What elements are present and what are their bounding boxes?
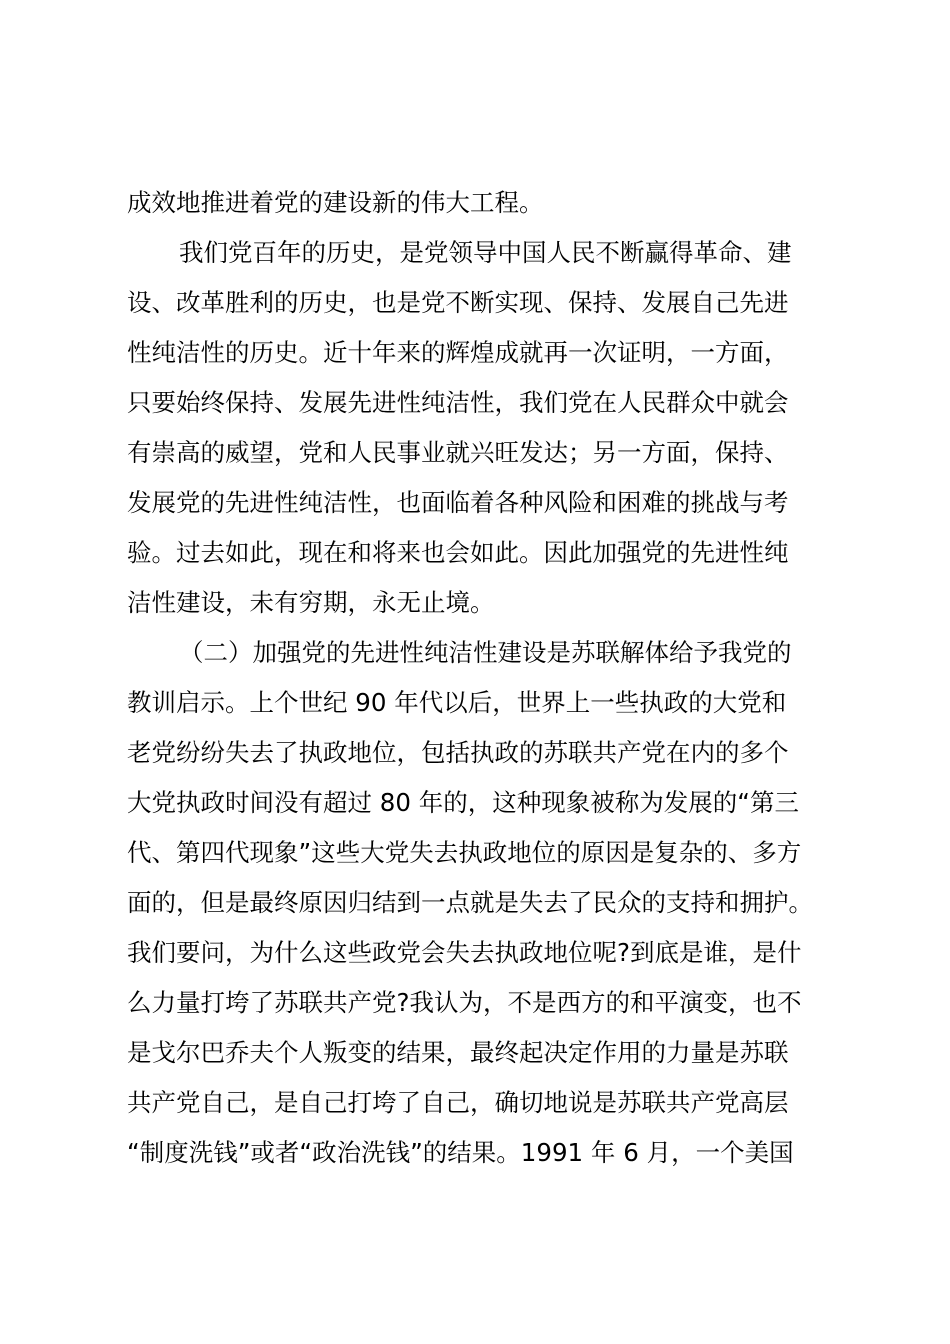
text-line: 洁性建设，未有穷期，永无止境。 (127, 588, 495, 617)
text-line: 么力量打垮了苏联共产党?我认为，不是西方的和平演变，也不 (127, 988, 802, 1017)
text-line: 发展党的先进性纯洁性，也面临着各种风险和困难的挑战与考 (127, 488, 789, 517)
paragraph-start-line: 我们党百年的历史，是党领导中国人民不断赢得革命、建 (179, 238, 792, 267)
text-line: “制度洗钱”或者“政治洗钱”的结果。1991 年 6 月，一个美国 (127, 1138, 794, 1167)
section-heading-line: （二）加强党的先进性纯洁性建设是苏联解体给予我党的 (179, 638, 792, 667)
text-line: 代、第四代现象”这些大党失去执政地位的原因是复杂的、多方 (127, 838, 802, 867)
text-line: 教训启示。上个世纪 90 年代以后，世界上一些执政的大党和 (127, 688, 787, 717)
text-line: 老党纷纷失去了执政地位，包括执政的苏联共产党在内的多个 (127, 738, 789, 767)
text-line: 大党执政时间没有超过 80 年的，这种现象被称为发展的“第三 (127, 788, 799, 817)
text-line: 我们要问，为什么这些政党会失去执政地位呢?到底是谁，是什 (127, 938, 802, 967)
text-line: 设、改革胜利的历史，也是党不断实现、保持、发展自己先进 (127, 288, 789, 317)
text-line: 是戈尔巴乔夫个人叛变的结果，最终起决定作用的力量是苏联 (127, 1038, 789, 1067)
text-line: 性纯洁性的历史。近十年来的辉煌成就再一次证明，一方面， (127, 338, 789, 367)
text-line: 共产党自己，是自己打垮了自己，确切地说是苏联共产党高层 (127, 1088, 789, 1117)
text-line: 只要始终保持、发展先进性纯洁性，我们党在人民群众中就会 (127, 388, 789, 417)
text-line: 面的，但是最终原因归结到一点就是失去了民众的支持和拥护。 (127, 888, 813, 917)
text-line: 成效地推进着党的建设新的伟大工程。 (127, 188, 544, 217)
text-line: 验。过去如此，现在和将来也会如此。因此加强党的先进性纯 (127, 538, 789, 567)
text-line: 有崇高的威望，党和人民事业就兴旺发达；另一方面，保持、 (127, 438, 789, 467)
